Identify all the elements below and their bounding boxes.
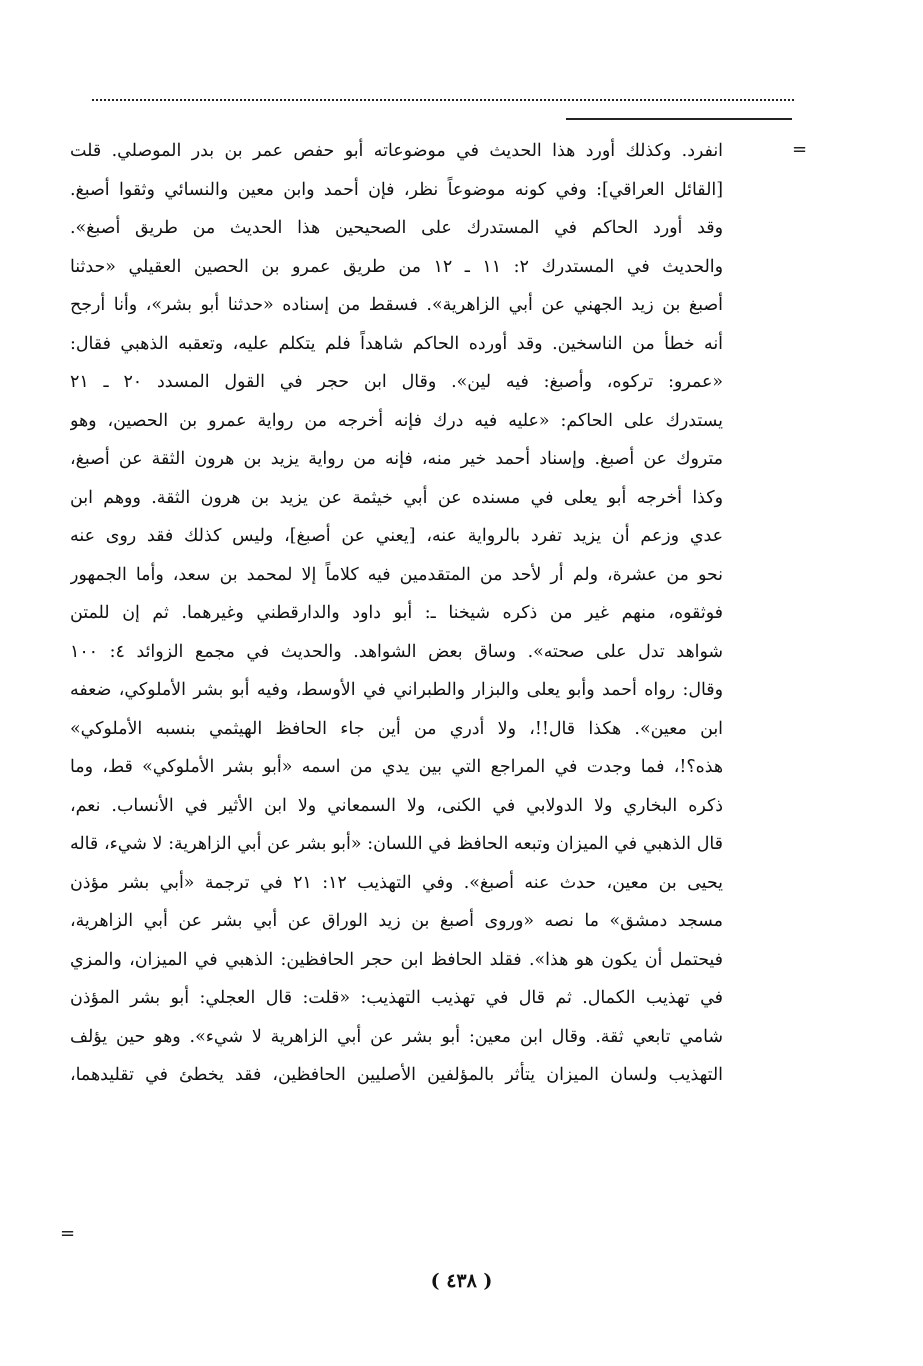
text-line: [القائل العراقي]: وفي كونه موضوعاً نظر، فإن أحمد وابن معين والنسائي وثقوا أصبغ. bbox=[70, 179, 723, 200]
text-line: شامي تابعي ثقة. وقال ابن معين: أبو بشر عن أبي الزاهرية لا شيء». وهو حين يؤلف bbox=[70, 1026, 723, 1047]
page-number: ( ٤٣٨ ) bbox=[430, 1270, 493, 1292]
text-line: ابن معين». هكذا قال!!، ولا أدري من أين جاء الحافظ الهيثمي بنسبه الأملوكي» bbox=[70, 718, 723, 739]
text-line: «عمرو: تركوه، وأصبغ: فيه لين». وقال ابن حجر في القول المسدد ٢٠ ـ ٢١ bbox=[70, 372, 723, 392]
text-line: في تهذيب الكمال. ثم قال في تهذيب التهذيب: «قلت: قال العجلي: أبو بشر المؤذن bbox=[70, 988, 723, 1008]
text-line: انفرد. وكذلك أورد هذا الحديث في موضوعاته أبو حفص عمر بن بدر الموصلي. قلت bbox=[70, 141, 723, 161]
header-solid-rule bbox=[566, 118, 792, 120]
text-line: فيحتمل أن يكون هو هذا». فقلد الحافظ ابن حجر الحافظين: الذهبي في الميزان، والمزي bbox=[70, 949, 723, 970]
continuation-mark-top: = bbox=[792, 139, 808, 160]
text-line: التهذيب ولسان الميزان يتأثر بالمؤلفين الأصليين الحافظين، فقد يخطئ في تقليدهما، bbox=[70, 1065, 723, 1085]
text-line: والحديث في المستدرك ٢: ١١ ـ ١٢ من طريق عمرو بن الحصين العقيلي «حدثنا bbox=[70, 256, 723, 277]
text-line: وقد أورد الحاكم في المستدرك على الصحيحين هذا الحديث من طريق أصبغ». bbox=[70, 218, 723, 238]
text-line: أصبغ بن زيد الجهني عن أبي الزاهرية». فسقط من إسناده «حدثنا أبو بشر»، وأنا أرجح bbox=[70, 295, 723, 315]
text-line: مسجد دمشق» ما نصه «وروى أصبغ بن زيد الوراق عن أبي بشر عن أبي الزاهرية، bbox=[70, 911, 723, 931]
continuation-mark-bottom: = bbox=[60, 1223, 76, 1244]
text-line: فوثقوه، منهم غير من ذكره شيخنا ـ: أبو داود والدارقطني وغيرهما. ثم إن للمتن bbox=[70, 603, 723, 623]
text-line: أنه خطأ من الناسخين. وقد أورده الحاكم شاهداً فلم يتكلم عليه، وتعقبه الذهبي فقال: bbox=[70, 333, 723, 354]
text-line: قال الذهبي في الميزان وتبعه الحافظ في اللسان: «أبو بشر عن أبي الزاهرية: لا شيء، قاله bbox=[70, 834, 723, 854]
text-line: يستدرك على الحاكم: «عليه فيه درك فإنه أخرجه من رواية عمرو بن الحصين، وهو bbox=[70, 410, 723, 431]
text-line: وكذا أخرجه أبو يعلى في مسنده عن أبي خيثمة عن يزيد بن هرون الثقة. ووهم ابن bbox=[70, 487, 723, 508]
text-line: يحيى بن معين، حدث عنه أصبغ». وفي التهذيب ١٢: ٢١ في ترجمة «أبي بشر مؤذن bbox=[70, 872, 723, 893]
text-line: عدي وزعم أن يزيد تفرد بالرواية عنه، [يعني عن أصبغ]، وليس كذلك فقد روى عنه bbox=[70, 526, 723, 546]
text-line: متروك عن أصبغ. وإسناد أحمد خير منه، فإنه من رواية يزيد بن هرون الثقة عن أصبغ، bbox=[70, 449, 723, 469]
header-dotted-rule bbox=[92, 99, 794, 101]
text-line: شواهد تدل على صحته». وساق بعض الشواهد. والحديث في مجمع الزوائد ٤: ١٠٠ bbox=[70, 641, 723, 662]
text-line: ذكره البخاري ولا الدولابي في الكنى، ولا السمعاني ولا ابن الأثير في الأنساب. نعم، bbox=[70, 795, 723, 816]
footnote-text-block bbox=[70, 132, 723, 1095]
text-line: نحو من عشرة، ولم أر لأحد من المتقدمين فيه كلاماً إلا لمحمد بن سعد، وأما الجمهور bbox=[70, 564, 723, 585]
text-line: هذه؟!، فما وجدت في المراجع التي بين يدي من اسمه «أبو بشر الأملوكي» قط، وما bbox=[70, 757, 723, 777]
text-line: وقال: رواه أحمد وأبو يعلى والبزار والطبراني في الأوسط، وفيه أبو بشر الأملوكي، ضعفه bbox=[70, 680, 723, 700]
